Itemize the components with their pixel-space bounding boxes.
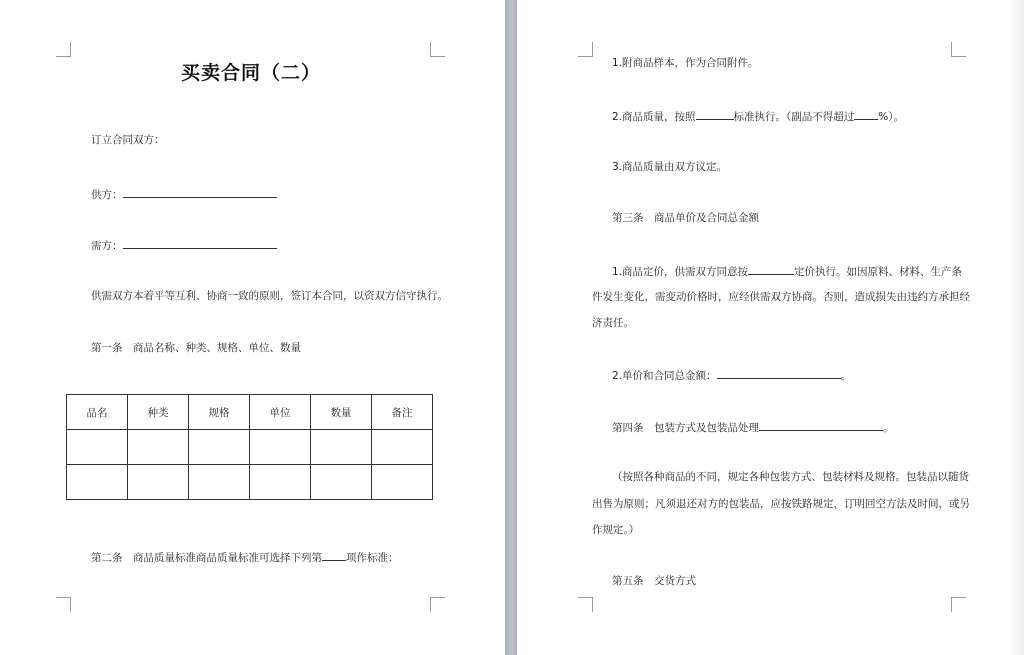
quality-item-1: 1.附商品样本，作为合同附件。 (612, 57, 759, 69)
table-cell[interactable] (372, 465, 433, 500)
table-header-cell: 品名 (67, 395, 128, 430)
table-cell[interactable] (250, 465, 311, 500)
price-item-1-text: 定价执行。如因原料、材料、生产条 (794, 266, 963, 278)
packaging-line-2: 出售为原则；凡须退还对方的包装品，应按铁路规定，订明回空方法及时间，或另 (592, 498, 970, 510)
table-row (67, 430, 433, 465)
packaging-blank[interactable] (759, 419, 883, 431)
buyer-label: 需方： (91, 240, 123, 252)
table-cell[interactable] (189, 465, 250, 500)
margin-corner-mark (430, 42, 445, 57)
table-header-cell: 备注 (372, 395, 433, 430)
table-header-cell: 种类 (128, 395, 189, 430)
margin-corner-mark (951, 42, 966, 57)
quality-standard-blank[interactable] (696, 108, 734, 120)
defect-percent-blank[interactable] (854, 108, 878, 120)
price-item-2-label: 2.单价和合同总金额： (612, 370, 717, 382)
article-2-suffix: 项作标准： (346, 552, 399, 564)
pricing-basis-blank[interactable] (748, 263, 794, 275)
parties-label: 订立合同双方： (91, 134, 165, 146)
quality-item-2-text: 2.商品质量，按照 (612, 111, 696, 123)
margin-corner-mark (430, 597, 445, 612)
quality-item-3: 3.商品质量由双方议定。 (612, 161, 728, 173)
margin-corner-mark (578, 597, 593, 612)
packaging-line-1: （按照各种商品的不同，规定各种包装方式、包装材料及规格。包装品以随货 (612, 471, 969, 483)
page-shadow-edge (1007, 0, 1024, 655)
article-4-end: 。 (883, 422, 894, 434)
article-3-heading: 第三条 商品单价及合同总金额 (612, 212, 759, 224)
standard-item-blank[interactable] (322, 549, 346, 561)
table-header-cell: 数量 (311, 395, 372, 430)
document-title: 买卖合同（二） (181, 62, 322, 84)
table-cell[interactable] (128, 465, 189, 500)
article-4-heading (612, 419, 894, 435)
table-header-cell: 单位 (250, 395, 311, 430)
table-row (67, 465, 433, 500)
price-item-1-line-1 (612, 263, 962, 279)
packaging-line-3: 作规定。） (592, 524, 640, 536)
table-cell[interactable] (311, 430, 372, 465)
table-cell[interactable] (128, 430, 189, 465)
margin-corner-mark (578, 42, 593, 57)
article-2-heading (91, 549, 399, 565)
table-header-row (67, 395, 433, 430)
price-item-2-end: 。 (840, 370, 852, 382)
article-2-prefix: 第二条 商品质量标准商品质量标准可选择下列第 (91, 552, 322, 564)
page-separator (505, 0, 517, 655)
price-item-1-text: 1.商品定价，供需双方同意按 (612, 266, 749, 278)
margin-corner-mark (56, 42, 71, 57)
price-item-1-line-2: 件发生变化，需变动价格时，应经供需双方协商。否则，造成损失由违约方承担经 (592, 291, 970, 303)
table-cell[interactable] (250, 430, 311, 465)
buyer-line (91, 237, 277, 253)
buyer-blank[interactable] (123, 237, 277, 249)
goods-table (66, 394, 433, 500)
table-cell[interactable] (67, 465, 128, 500)
supplier-blank[interactable] (123, 186, 277, 198)
table-header-cell: 规格 (189, 395, 250, 430)
principle-paragraph: 供需双方本着平等互利、协商一致的原则，签订本合同，以资双方信守执行。 (91, 290, 448, 302)
document-page-left (0, 0, 505, 655)
margin-corner-mark (951, 597, 966, 612)
total-amount-blank[interactable] (717, 367, 841, 379)
table-cell[interactable] (372, 430, 433, 465)
article-5-heading: 第五条 交货方式 (612, 575, 696, 587)
quality-item-2-text: 标准执行。（副品不得超过 (733, 111, 855, 123)
article-1-heading: 第一条 商品名称、种类、规格、单位、数量 (91, 342, 301, 354)
margin-corner-mark (56, 597, 71, 612)
price-item-2 (612, 367, 851, 383)
supplier-label: 供方： (91, 189, 123, 201)
table-cell[interactable] (189, 430, 250, 465)
article-4-label: 第四条 包装方式及包装品处理 (612, 422, 759, 434)
price-item-1-line-3: 济责任。 (592, 317, 634, 329)
quality-item-2 (612, 108, 904, 124)
quality-item-2-text: %）。 (878, 111, 905, 123)
supplier-line (91, 186, 277, 202)
table-cell[interactable] (67, 430, 128, 465)
document-page-right (517, 0, 1007, 655)
table-cell[interactable] (311, 465, 372, 500)
